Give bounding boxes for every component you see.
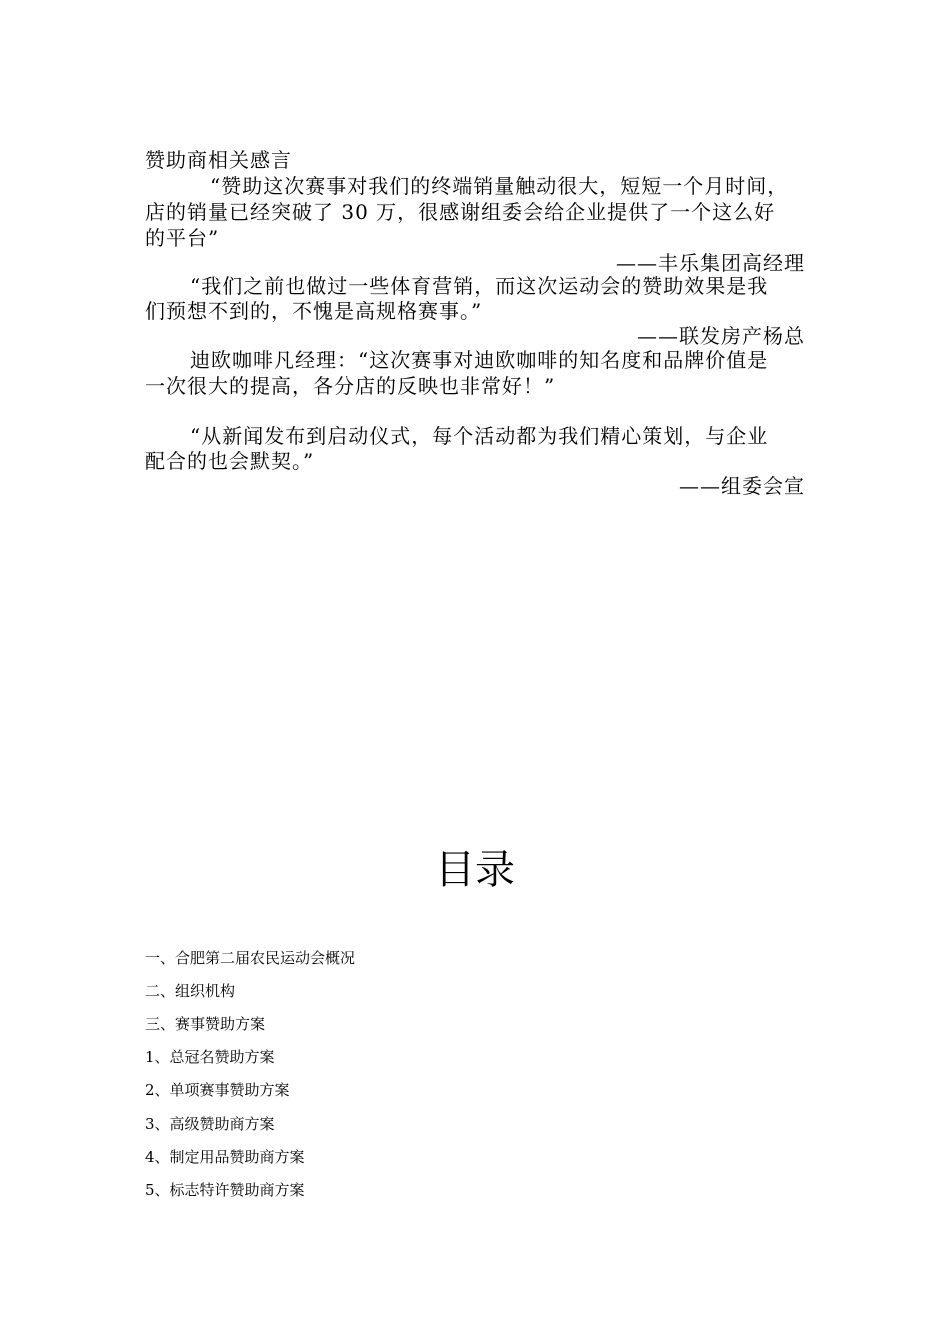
- quote-3-line-1: 迪欧咖啡凡经理：“这次赛事对迪欧咖啡的知名度和品牌价值是: [190, 348, 769, 372]
- toc-item: 4、制定用品赞助商方案: [145, 1148, 305, 1166]
- quote-2-line-1: “我们之前也做过一些体育营销，而这次运动会的赞助效果是我: [190, 274, 769, 298]
- testimonials-heading: 赞助商相关感言: [145, 148, 292, 172]
- toc-item: 3、高级赞助商方案: [145, 1115, 275, 1133]
- quote-4-line-1: “从新闻发布到启动仪式，每个活动都为我们精心策划，与企业: [190, 424, 769, 448]
- quote-1-line-3: 的平台”: [145, 226, 220, 250]
- toc-item: 5、标志特许赞助商方案: [145, 1181, 305, 1199]
- quote-1-line-1: “赞助这次赛事对我们的终端销量触动很大，短短一个月时间，: [210, 174, 789, 198]
- toc-item: 1、总冠名赞助方案: [145, 1048, 275, 1066]
- quote-1-line-2: 店的销量已经突破了 30 万，很感谢组委会给企业提供了一个这么好: [145, 200, 776, 224]
- quote-2-attribution: ——联发房产杨总: [637, 324, 805, 348]
- quote-2-line-2: 们预想不到的，不愧是高规格赛事。”: [145, 299, 483, 323]
- quote-3-line-2: 一次很大的提高，各分店的反映也非常好！”: [145, 374, 556, 398]
- toc-item: 一、合肥第二届农民运动会概况: [145, 949, 356, 967]
- quote-4-attribution: ——组委会宣: [679, 474, 805, 498]
- toc-item: 2、单项赛事赞助方案: [145, 1081, 290, 1099]
- quote-1-attribution: ——丰乐集团高经理: [616, 251, 805, 275]
- toc-item: 二、组织机构: [145, 982, 236, 1000]
- toc-item: 三、赛事赞助方案: [145, 1015, 266, 1033]
- quote-4-line-2: 配合的也会默契。”: [145, 449, 315, 473]
- toc-title: 目录: [435, 847, 515, 893]
